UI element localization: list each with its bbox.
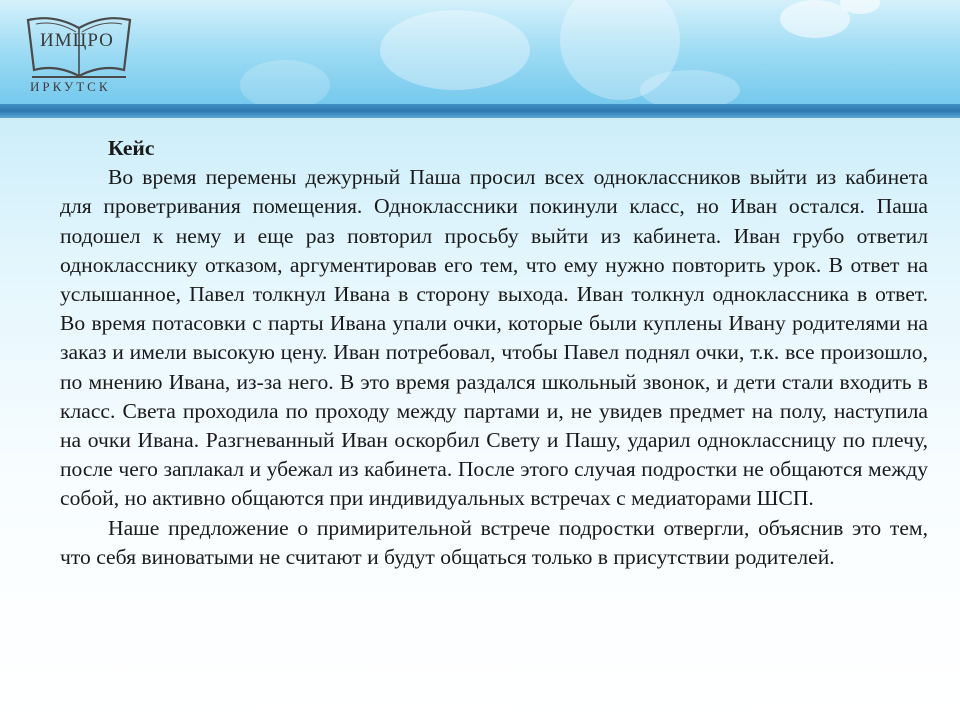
bokeh-light	[380, 10, 530, 90]
header-banner	[0, 0, 960, 112]
bokeh-light	[240, 60, 330, 110]
case-paragraph: Наше предложение о примирительной встрече подростки отвергли, объяснив это тем, что себя виноватыми не считают и будут общаться только в присутствии родителей.	[60, 515, 928, 569]
case-title: Кейс	[108, 136, 155, 160]
bokeh-light	[780, 0, 850, 38]
case-text-block	[60, 134, 928, 572]
logo-abbr: ИМЦРО	[40, 30, 114, 51]
header-stripe	[0, 104, 960, 118]
case-paragraph: Во время перемены дежурный Паша просил всех одноклассников выйти из кабинета для проветривания помещения. Одноклассники покинули класс, но Иван остался. Паша подошел к нему и еще раз повторил просьбу выйти из кабинета. Иван грубо ответил однокласснику отказом, аргументировав его тем, что ему нужно повторить урок. В ответ на услышанное, Павел толкнул Ивана в сторону выхода. Иван толкнул одноклассника в ответ. Во время потасовки с парты Ивана упали очки, которые были куплены Ивану родителями на заказ и имели высокую цену. Иван потребовал, чтобы Павел поднял очки, т.к. все произошло, по мнению Ивана, из-за него. В это время раздался школьный звонок, и дети стали входить в класс. Света проходила по проходу между партами и, не увидев предмет на полу, наступила на очки Ивана. Разгневанный Иван оскорбил Свету и Пашу, ударил одноклассницу по плечу, после чего заплакал и убежал из кабинета. После этого случая подростки не общаются между собой, но активно общаются при индивидуальных встречах с медиаторами ШСП.	[60, 165, 928, 511]
logo-city: ИРКУТСК	[30, 79, 111, 94]
